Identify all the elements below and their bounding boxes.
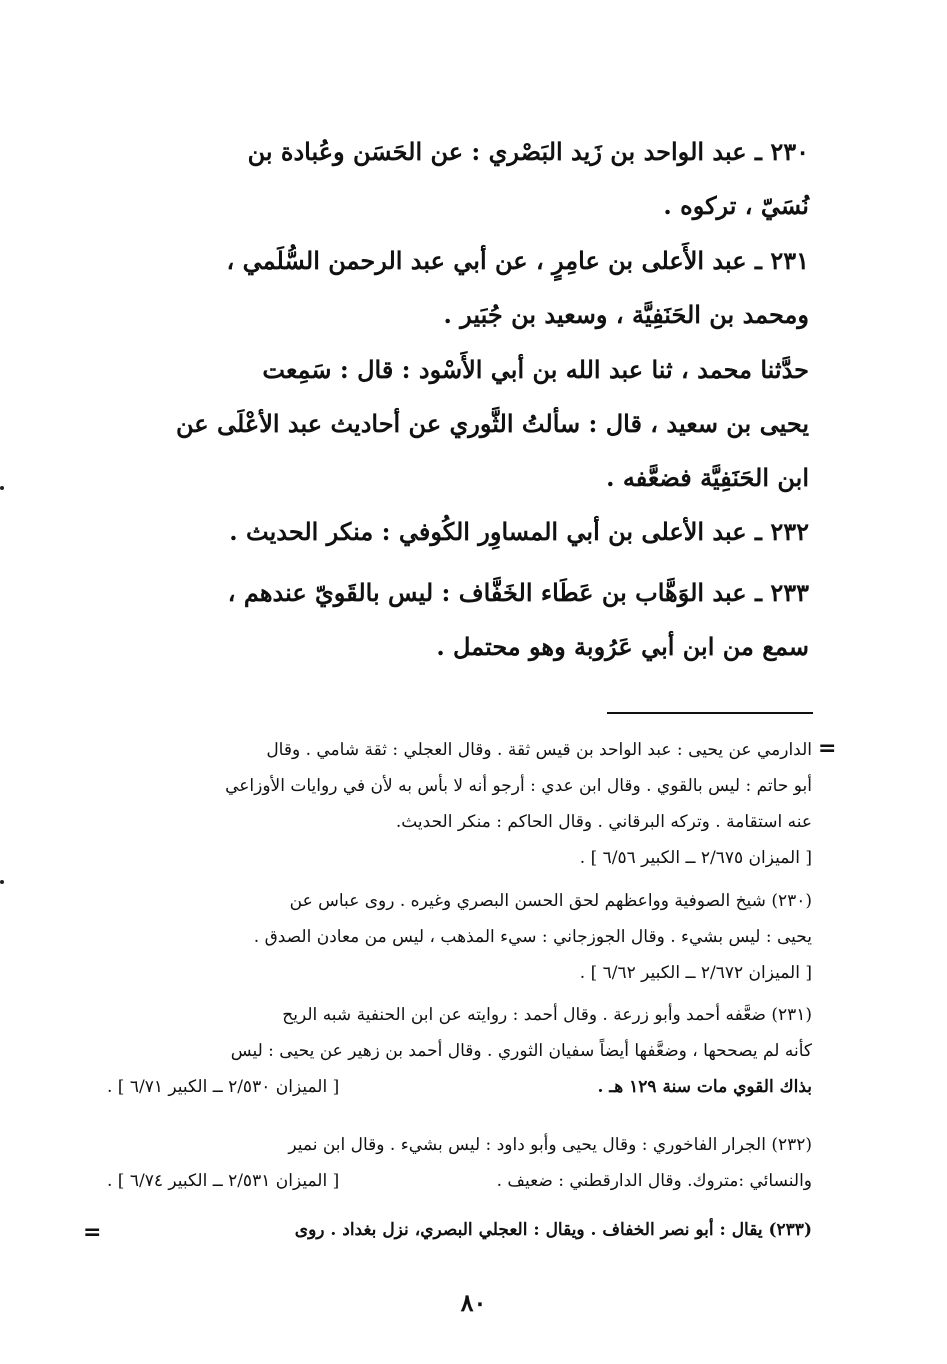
footnote-line: (٢٣١) ضعَّفه أحمد وأبو زرعة . وقال أحمد : روايته عن ابن الحنفية شبه الريح [282,1005,812,1025]
footnote-230 [107,883,812,991]
footnote-line: عنه استقامة . وتركه البرقاني . وقال الحاكم : منكر الحديث. [395,812,812,832]
footnote-line: (٢٣٠) شيخ الصوفية وواعظهم لحق الحسن البصري وغيره . روى عباس عن [289,891,812,911]
footnote-line: (٢٣٢) الجرار الفاخوري : وقال يحيى وأبو داود : ليس بشيء . وقال ابن نمير [288,1135,812,1155]
entry-line: نُسَيّ ، تركوه . [663,191,809,220]
entry-line: ٢٣١ ـ عبد الأَعلى بن عامِرٍ ، عن أبي عبد الرحمن السُّلَمي ، [226,246,809,275]
entry-230 [109,125,809,233]
entry-232 [109,505,809,559]
footnote-text: والنسائي :متروك. وقال الدارقطني : ضعيف . [496,1171,812,1191]
entry-line: سمع من ابن أبي عَرُوبة وهو محتمل . [436,632,809,661]
footnote-text: بذاك القوي مات سنة ١٢٩ هـ . [597,1077,812,1097]
footnote-line [107,1163,812,1199]
footnote-231 [107,997,812,1105]
footnote-separator [607,712,813,714]
footnote-line [107,1069,812,1105]
entry-line: ٢٣٣ ـ عبد الوَهَّاب بن عَطَاء الخَفَّاف : ليس بالقَويّ عندهم ، [227,578,809,607]
footnote-line: أبو حاتم : ليس بالقوي . وقال ابن عدي : أرجو أنه لا بأس به لأن في روايات الأوزاعي [225,776,812,796]
footnote-reference: [ الميزان ٢/٥٣٠ ــ الكبير ٦/٧١ ] . [107,1077,340,1097]
entry-233 [109,566,809,674]
continuation-mark-top: = [818,736,837,761]
scan-speck [0,486,4,490]
footnote-line: كأنه لم يصححها ، وضعَّفها أيضاً سفيان الثوري . وقال أحمد بن زهير عن يحيى : ليس [230,1041,812,1061]
footnote-reference: [ الميزان ٢/٥٣١ ــ الكبير ٦/٧٤ ] . [107,1171,340,1191]
footnote-233 [107,1212,812,1248]
footnote-line: يحيى : ليس بشيء . وقال الجوزجاني : سيء المذهب ، ليس من معادن الصدق . [253,927,812,947]
entry-line: ٢٣٠ ـ عبد الواحد بن زَيد البَصْري : عن الحَسَن وعُبادة بن [247,137,809,166]
narration-paragraph [109,343,809,505]
entry-line: يحيى بن سعيد ، قال : سألتُ الثَّوري عن أحاديث عبد الأعْلَى عن [176,409,809,438]
footnote-line: (٢٣٣) يقال : أبو نصر الخفاف . ويقال : العجلي البصري، نزل بغداد . روى [294,1220,812,1240]
entry-line: ومحمد بن الحَنَفِيَّة ، وسعيد بن جُبَير . [443,300,809,329]
footnote-reference: [ الميزان ٢/٦٧٢ ــ الكبير ٦/٦٢ ] . [579,963,812,983]
footnote-reference: [ الميزان ٢/٦٧٥ ــ الكبير ٦/٥٦ ] . [579,848,812,868]
footnote-232 [107,1127,812,1199]
footnote-line: الدارمي عن يحيى : عبد الواحد بن قيس ثقة . وقال العجلي : ثقة شامي . وقال [266,740,812,760]
entry-line: ٢٣٢ ـ عبد الأعلى بن أبي المساوِر الكُوفي : منكر الحديث . [229,517,809,546]
continuation-mark-bottom: = [83,1220,102,1245]
scan-speck [0,880,4,884]
footnote-continued [107,732,812,876]
entry-line: حدَّثنا محمد ، ثنا عبد الله بن أبي الأَسْود : قال : سَمِعت [262,355,809,384]
entry-line: ابن الحَنَفِيَّة فضعَّفه . [606,463,809,492]
entry-231 [109,234,809,342]
page-number: ٨٠ [460,1288,487,1317]
